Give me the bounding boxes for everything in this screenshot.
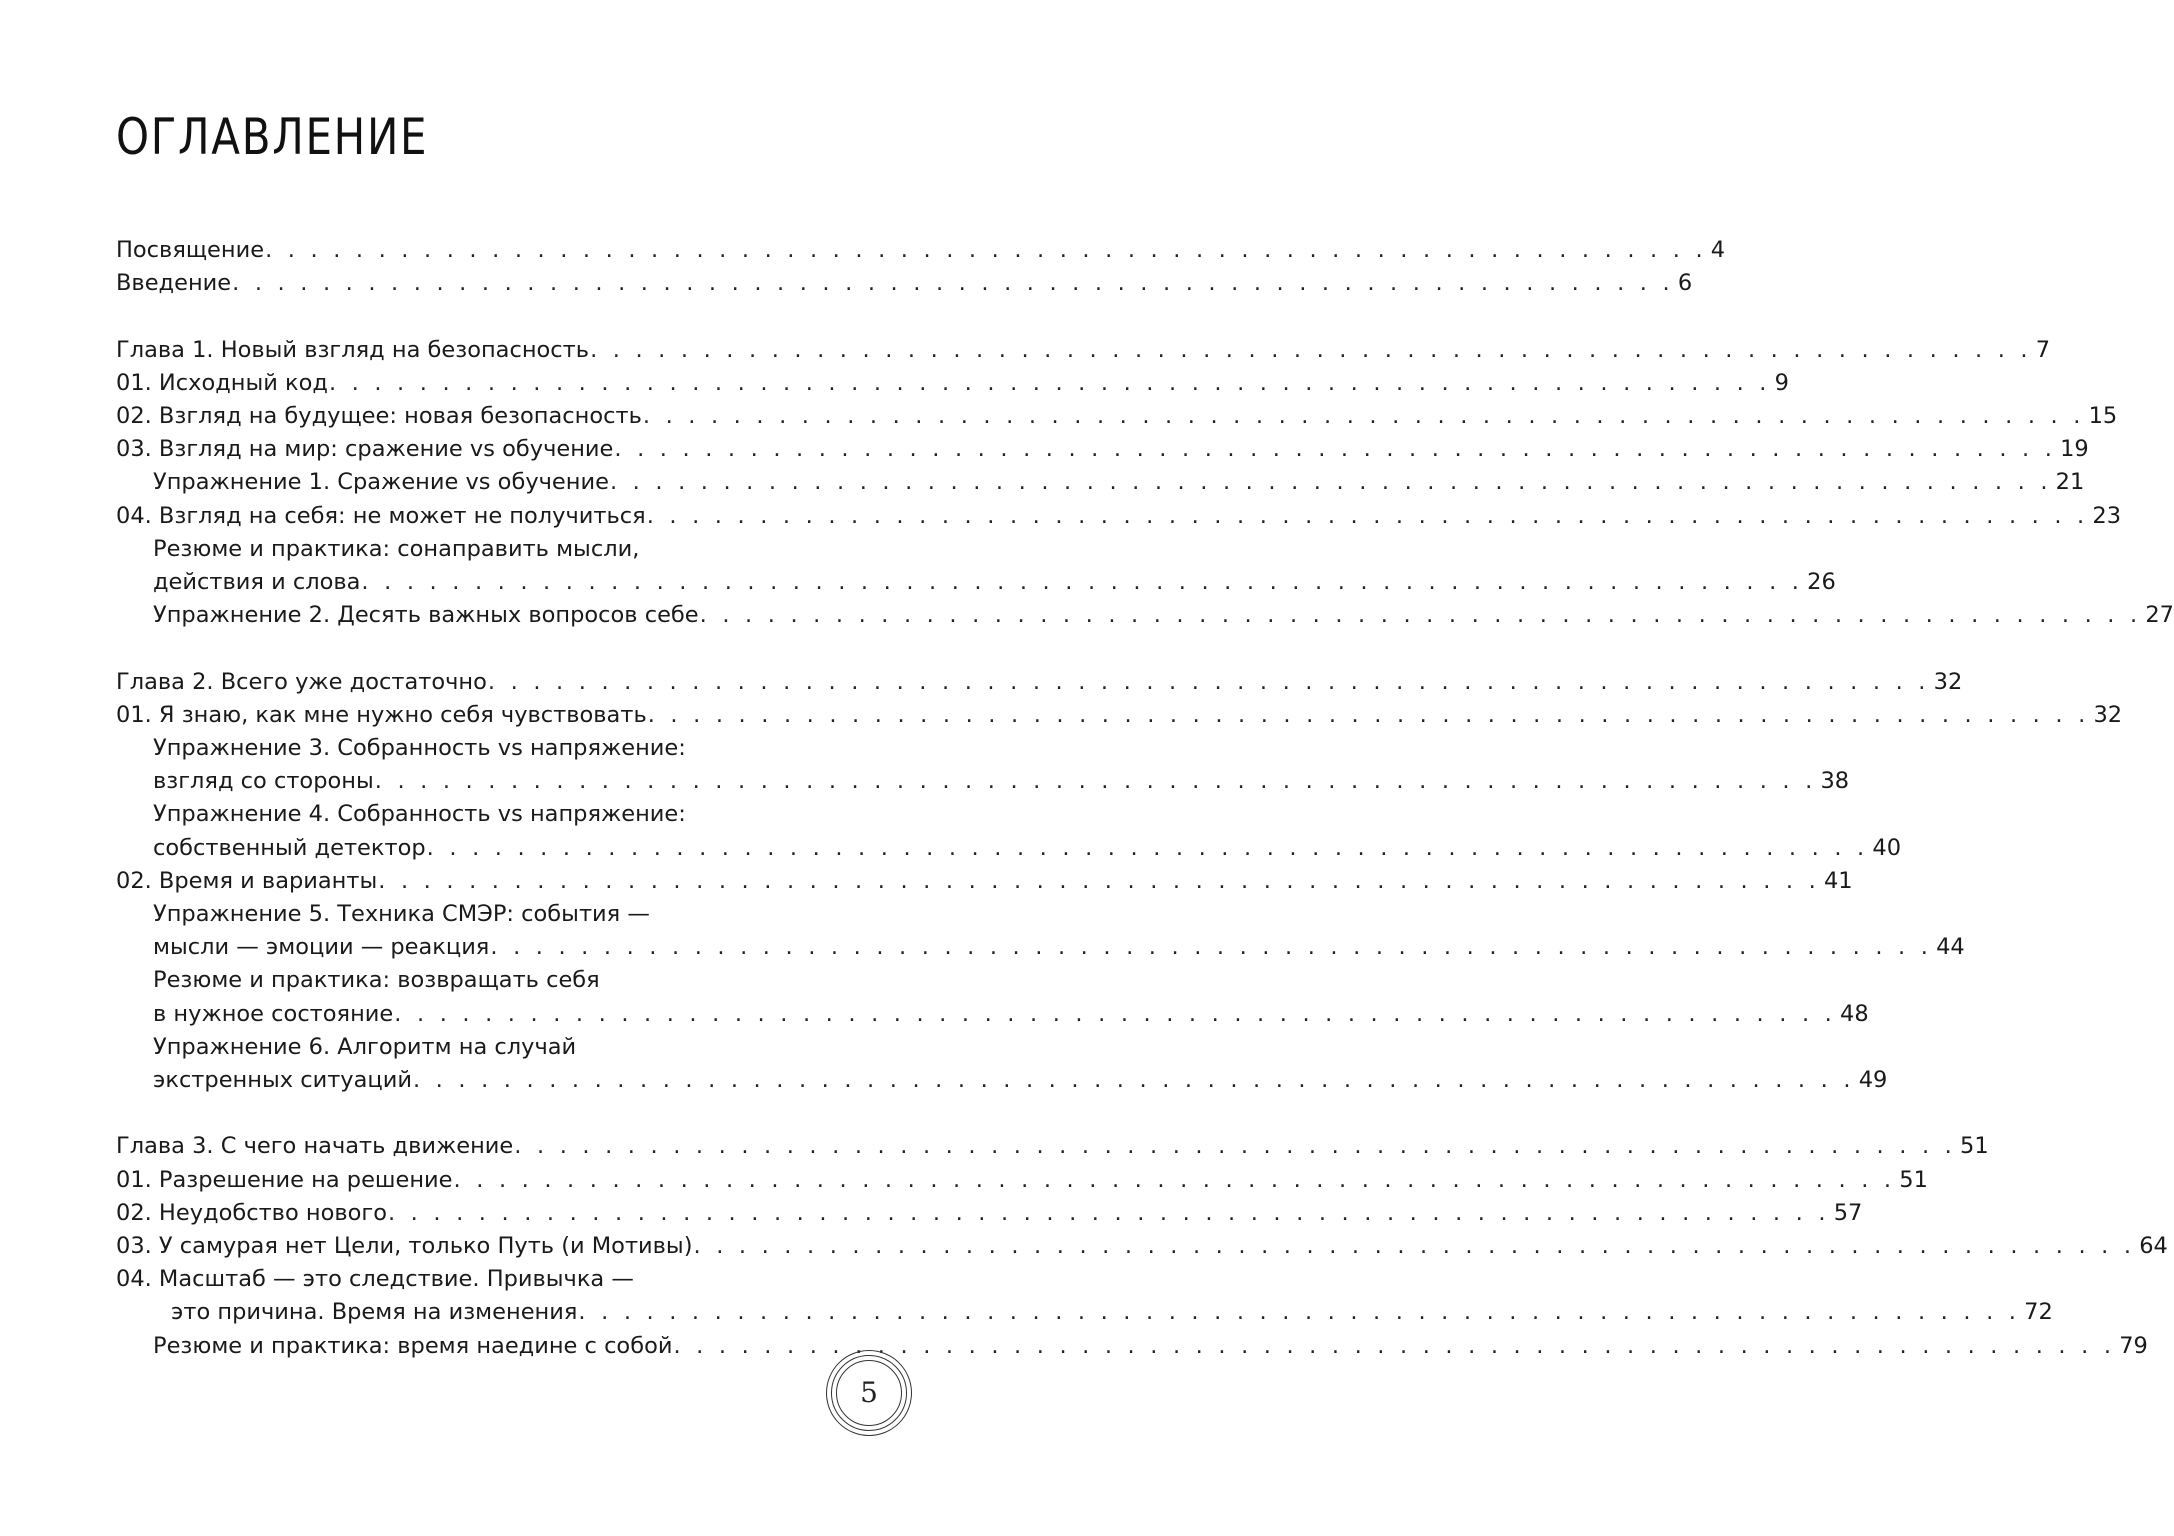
toc-entry-page: 9 <box>1774 369 1789 396</box>
toc-entry[interactable] <box>116 1130 1989 1163</box>
toc-entry-title: 02. Время и варианты <box>116 867 378 894</box>
toc-entry-page: 41 <box>1823 867 1853 894</box>
toc-entry-page: 15 <box>2088 403 2118 429</box>
toc-entry-page: 7 <box>2035 336 2051 363</box>
toc-entry-line <box>116 1064 1888 1097</box>
toc-entry-page: 27 <box>2145 602 2174 629</box>
dot-leader: . . . . . . . . . . . . . . . . . . . . . . . . . . . . . . . . . . . . . . . . . . . . . . . . . . . . . . . . . . . . . . . . <box>614 436 2057 463</box>
toc-entry[interactable] <box>116 599 2174 632</box>
toc-entry-line <box>116 931 1965 964</box>
section-gap <box>116 1097 864 1130</box>
page-number: 5 <box>860 1376 878 1409</box>
toc-entry-title: 03. У самурая нет Цели, только Путь (и Мотивы) <box>116 1233 693 1260</box>
toc-entry[interactable] <box>116 798 1902 864</box>
toc-entry-title: Введение <box>116 270 232 297</box>
toc-entry[interactable] <box>116 699 2123 732</box>
toc-entry[interactable] <box>116 1263 2053 1329</box>
section-gap <box>116 300 864 333</box>
toc-entry-line <box>116 765 1850 798</box>
toc-entry-line <box>116 1296 2053 1329</box>
toc-entry-title: 01. Разрешение на решение <box>116 1166 453 1193</box>
toc-entry[interactable] <box>116 433 2089 466</box>
dot-leader: . . . . . . . . . . . . . . . . . . . . . . . . . . . . . . . . . . . . . . . . . . . . . . . . . . . . . . . . . . . . . . . . <box>387 1199 1830 1226</box>
toc-entry-title: взгляд со стороны <box>153 768 374 795</box>
toc-entry-line <box>116 500 2122 533</box>
dot-leader: . . . . . . . . . . . . . . . . . . . . . . . . . . . . . . . . . . . . . . . . . . . . . . . . . . . . . . . . . . . . . . . . <box>490 934 1933 961</box>
toc-entry-line <box>116 1263 864 1296</box>
toc-entry-page: 4 <box>1710 237 1726 263</box>
toc-entry-title: экстренных ситуаций <box>153 1067 412 1094</box>
dot-leader: . . . . . . . . . . . . . . . . . . . . . . . . . . . . . . . . . . . . . . . . . . . . . . . . . . . . . . . . . . . . . . . . <box>514 1133 1956 1160</box>
toc-entry[interactable] <box>116 500 2122 533</box>
dot-leader: . . . . . . . . . . . . . . . . . . . . . . . . . . . . . . . . . . . . . . . . . . . . . . . . . . . . . . . . . . . . . . . . <box>378 867 1820 894</box>
toc-entry-title: Упражнение 1. Сражение vs обучение <box>153 469 609 496</box>
toc-entry-title: 03. Взгляд на мир: сражение vs обучение <box>116 436 614 463</box>
toc-entry-page: 26 <box>1807 569 1836 596</box>
toc-entry-line <box>116 533 864 566</box>
toc-entry-title: Упражнение 2. Десять важных вопросов себе <box>153 602 699 629</box>
toc-entry-line <box>116 466 2085 499</box>
toc-entry-title: 02. Взгляд на будущее: новая безопасность <box>116 403 642 429</box>
dot-leader: . . . . . . . . . . . . . . . . . . . . . . . . . . . . . . . . . . . . . . . . . . . . . . . . . . . . . . . . . . . . . . . . <box>699 602 2142 629</box>
toc-entry-title: Упражнение 4. Собранность vs напряжение: <box>153 801 686 828</box>
dot-leader: . . . . . . . . . . . . . . . . . . . . . . . . . . . . . . . . . . . . . . . . . . . . . . . . . . . . . . . . . . . . . . . . <box>609 469 2052 496</box>
toc-entry-page: 40 <box>1872 834 1902 861</box>
toc-entry-title: Глава 3. С чего начать движение <box>116 1133 514 1160</box>
toc-entry-page: 23 <box>2092 502 2122 529</box>
toc-entry-line <box>116 400 2118 433</box>
toc-entry-line <box>116 1164 1928 1197</box>
toc-entry-line <box>116 666 1963 699</box>
toc-entry-page: 32 <box>2093 701 2123 728</box>
toc-entry-title: Резюме и практика: возвращать себя <box>153 967 600 994</box>
toc-entry-line <box>116 732 864 765</box>
dot-leader: . . . . . . . . . . . . . . . . . . . . . . . . . . . . . . . . . . . . . . . . . . . . . . . . . . . . . . . . . . . . . . . . <box>646 502 2089 529</box>
toc-entry[interactable] <box>116 367 1789 400</box>
page-title: ОГЛАВЛЕНИЕ <box>116 108 429 166</box>
toc-entry-line <box>116 334 2051 367</box>
dot-leader: . . . . . . . . . . . . . . . . . . . . . . . . . . . . . . . . . . . . . . . . . . . . . . . . . . . . . . . . . . . . . . . . <box>642 403 2085 429</box>
toc-entry-page: 51 <box>1960 1133 1989 1160</box>
dot-leader: . . . . . . . . . . . . . . . . . . . . . . . . . . . . . . . . . . . . . . . . . . . . . . . . . . . . . . . . . . . . . . . . <box>487 668 1930 695</box>
toc-entry-page: 72 <box>2024 1299 2053 1326</box>
dot-leader: . . . . . . . . . . . . . . . . . . . . . . . . . . . . . . . . . . . . . . . . . . . . . . . . . . . . . . . . . . . . . . . . <box>426 834 1869 861</box>
toc-entry-title: Глава 2. Всего уже достаточно <box>116 668 487 695</box>
section-gap <box>116 632 864 665</box>
dot-leader: . . . . . . . . . . . . . . . . . . . . . . . . . . . . . . . . . . . . . . . . . . . . . . . . . . . . . . . . . . . . . . . . <box>374 768 1817 795</box>
toc-entry-page: 49 <box>1858 1067 1888 1094</box>
toc-entry-title: это причина. Время на изменения <box>171 1299 578 1326</box>
dot-leader: . . . . . . . . . . . . . . . . . . . . . . . . . . . . . . . . . . . . . . . . . . . . . . . . . . . . . . . . . . . . . . . . <box>693 1233 2136 1260</box>
toc-entry[interactable] <box>116 732 1850 798</box>
toc-entry-page: 79 <box>2119 1332 2148 1359</box>
toc-entry-line <box>116 964 864 997</box>
toc-entry-line <box>116 433 2089 466</box>
toc-entry-page: 48 <box>1840 1000 1869 1027</box>
toc-entry-line <box>116 234 1726 267</box>
toc-entry-page: 57 <box>1833 1199 1863 1226</box>
toc-entry[interactable] <box>116 666 1963 699</box>
toc-entry-line <box>116 998 1869 1031</box>
dot-leader: . . . . . . . . . . . . . . . . . . . . . . . . . . . . . . . . . . . . . . . . . . . . . . . . . . . . . . . . . . . . . . . . <box>673 1332 2116 1359</box>
toc-entry-title: 01. Я знаю, как мне нужно себя чувствовать <box>116 701 647 728</box>
toc-entry[interactable] <box>116 964 1869 1030</box>
toc-entry[interactable] <box>116 334 2051 367</box>
toc-entry-line <box>116 1031 864 1064</box>
dot-leader: . . . . . . . . . . . . . . . . . . . . . . . . . . . . . . . . . . . . . . . . . . . . . . . . . . . . . . . . . . . . . . . . <box>453 1166 1896 1193</box>
toc-entry-page: 19 <box>2060 436 2089 463</box>
toc-entry-page: 32 <box>1933 668 1963 695</box>
toc-entry-page: 6 <box>1677 270 1693 297</box>
toc-entry-line <box>116 832 1902 865</box>
toc-entry-page: 64 <box>2139 1233 2168 1260</box>
toc-entry[interactable] <box>116 267 1693 300</box>
toc-entry-title: 02. Неудобство нового <box>116 1199 387 1226</box>
toc-entry[interactable] <box>116 1164 1928 1197</box>
toc-entry[interactable] <box>116 234 1726 267</box>
toc-entry-line <box>116 599 2174 632</box>
toc-entry-page: 38 <box>1820 768 1850 795</box>
toc-entry-line <box>116 898 864 931</box>
toc-entry-title: Резюме и практика: время наедине с собой <box>153 1332 673 1359</box>
toc-entry-title: Упражнение 3. Собранность vs напряжение: <box>153 735 686 762</box>
toc-entry-title: Посвящение <box>116 237 265 263</box>
toc-entry-line <box>116 1197 1863 1230</box>
dot-leader: . . . . . . . . . . . . . . . . . . . . . . . . . . . . . . . . . . . . . . . . . . . . . . . . . . . . . . . . . . . . . . . . <box>590 336 2032 363</box>
toc-entry-line <box>116 699 2123 732</box>
toc-entry-page: 44 <box>1936 934 1965 961</box>
toc-entry[interactable] <box>116 400 2118 433</box>
dot-leader: . . . . . . . . . . . . . . . . . . . . . . . . . . . . . . . . . . . . . . . . . . . . . . . . . . . . . . . . . . . . . . . . <box>394 1000 1836 1027</box>
toc-entry-line <box>116 1230 2168 1263</box>
toc-entry-line <box>116 566 1836 599</box>
toc-entry-page: 51 <box>1899 1166 1928 1193</box>
toc-entry-line <box>116 865 1853 898</box>
toc-entry[interactable] <box>116 466 2085 499</box>
toc-entry-line <box>116 798 864 831</box>
dot-leader: . . . . . . . . . . . . . . . . . . . . . . . . . . . . . . . . . . . . . . . . . . . . . . . . . . . . . . . . . . . . . . . . <box>361 569 1804 596</box>
page-number-badge <box>826 1350 912 1436</box>
toc-section <box>116 334 2174 633</box>
toc-entry-line <box>116 1330 2148 1363</box>
toc-entry-title: действия и слова <box>153 569 361 596</box>
toc-entry-title: Упражнение 6. Алгоритм на случай <box>153 1033 577 1060</box>
toc-entry-title: Упражнение 5. Техника СМЭР: события — <box>153 901 650 928</box>
toc-entry[interactable] <box>116 1197 1863 1230</box>
toc-section <box>116 234 1726 300</box>
toc-entry[interactable] <box>116 1230 2168 1263</box>
dot-leader: . . . . . . . . . . . . . . . . . . . . . . . . . . . . . . . . . . . . . . . . . . . . . . . . . . . . . . . . . . . . . . . . <box>412 1067 1855 1094</box>
toc-section <box>116 1130 2168 1362</box>
toc-entry-title: 04. Масштаб — это следствие. Привычка — <box>116 1266 634 1293</box>
toc-entry-title: мысли — эмоции — реакция <box>153 934 490 961</box>
toc-entry-title: собственный детектор <box>153 834 426 861</box>
dot-leader: . . . . . . . . . . . . . . . . . . . . . . . . . . . . . . . . . . . . . . . . . . . . . . . . . . . . . . . . . . . . . . . . <box>578 1299 2021 1326</box>
toc-entry-title: в нужное состояние <box>153 1000 394 1027</box>
dot-leader: . . . . . . . . . . . . . . . . . . . . . . . . . . . . . . . . . . . . . . . . . . . . . . . . . . . . . . . . . . . . . . . . <box>232 270 1674 297</box>
dot-leader: . . . . . . . . . . . . . . . . . . . . . . . . . . . . . . . . . . . . . . . . . . . . . . . . . . . . . . . . . . . . . . . . <box>328 369 1771 396</box>
toc-entry-title: Глава 1. Новый взгляд на безопасность <box>116 336 590 363</box>
toc-entry[interactable] <box>116 898 1965 964</box>
toc-entry-line <box>116 1130 1989 1163</box>
toc-entry[interactable] <box>116 865 1853 898</box>
toc-entry-title: 04. Взгляд на себя: не может не получиться <box>116 502 646 529</box>
toc-section <box>116 666 2123 1098</box>
toc-entry-line <box>116 367 1789 400</box>
dot-leader: . . . . . . . . . . . . . . . . . . . . . . . . . . . . . . . . . . . . . . . . . . . . . . . . . . . . . . . . . . . . . . . . <box>647 701 2090 728</box>
toc-entry[interactable] <box>116 1330 2148 1363</box>
toc-entry-title: 01. Исходный код <box>116 369 328 396</box>
toc-entry-page: 21 <box>2055 469 2085 496</box>
table-of-contents <box>116 234 2174 1363</box>
toc-entry-line <box>116 267 1693 300</box>
toc-entry[interactable] <box>116 1031 1888 1097</box>
dot-leader: . . . . . . . . . . . . . . . . . . . . . . . . . . . . . . . . . . . . . . . . . . . . . . . . . . . . . . . . . . . . . . . . <box>265 237 1707 263</box>
toc-entry-title: Резюме и практика: сонаправить мысли, <box>153 535 640 562</box>
toc-entry[interactable] <box>116 533 1836 599</box>
